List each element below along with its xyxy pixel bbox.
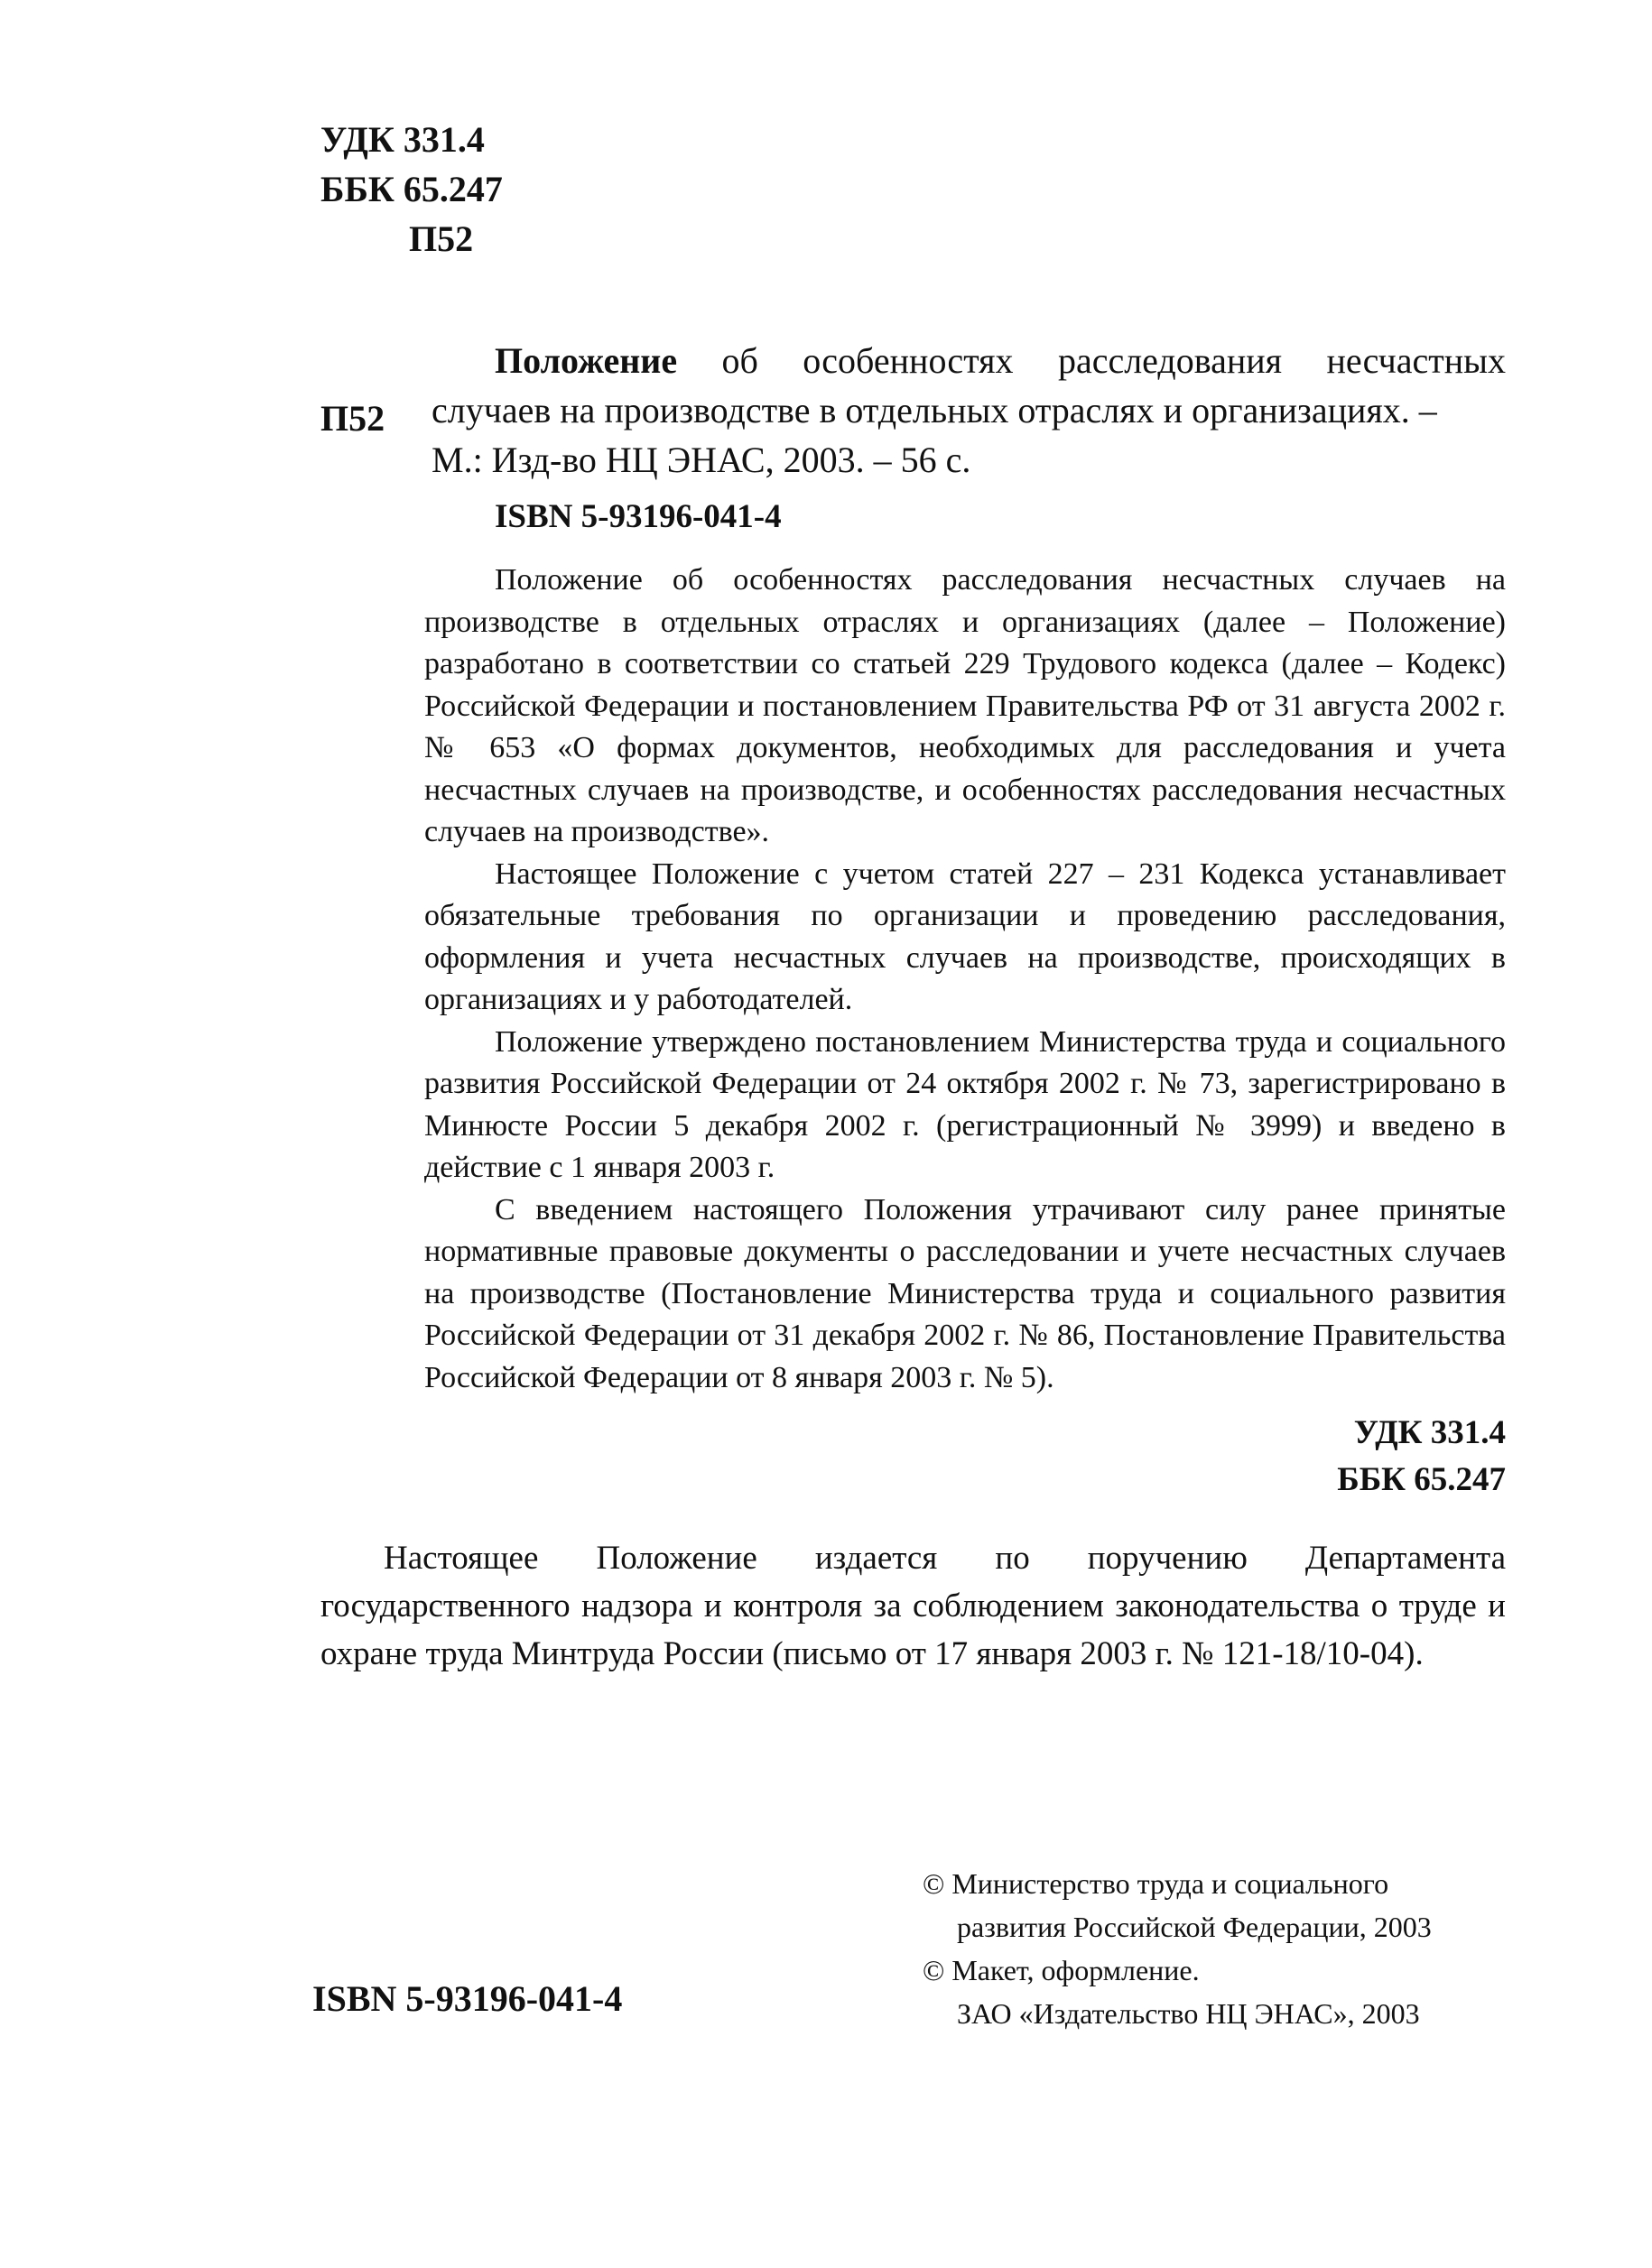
isbn-bottom: ISBN 5-93196-041-4 (312, 1978, 623, 2019)
bibliographic-record (432, 336, 1506, 485)
biblio-title-rest: об особенностях расследования несчастных (677, 340, 1506, 381)
classification-right (1337, 1410, 1506, 1504)
copyright-line-1: © Министерство труда и социального (923, 1867, 1389, 1900)
abstract-paragraph-4: С введением настоящего Положения утрачивают силу ранее принятые нормативные правовые документы о расследовании и учете несчастных случаев на производстве (Постановление Министерства труда и социального развития Российской Федерации от 31 декабря 2002 г. № 86, Постановление Правительства Российской Федерации от 8 января 2003 г. № 5). (424, 1192, 1506, 1394)
classification-bbk: ББК 65.247 (1337, 1461, 1506, 1498)
biblio-line-3: М.: Изд-во НЦ ЭНАС, 2003. – 56 с. (432, 440, 971, 480)
header-udk: УДК 331.4 (320, 119, 485, 160)
side-author-code: П52 (320, 398, 385, 439)
abstract-paragraph-3: Положение утверждено постановлением Министерства труда и социального развития Российской Федерации от 24 октября 2002 г. № 73, зарегистрировано в Минюсте России 5 декабря 2002 г. (регистрационный № 3999) и введено в действие с 1 января 2003 г. (424, 1024, 1506, 1184)
publication-note (320, 1534, 1506, 1678)
header-bbk: ББК 65.247 (320, 169, 503, 209)
abstract (424, 560, 1506, 1399)
header-author-code: П52 (409, 218, 474, 259)
copyright-block (923, 1862, 1432, 2035)
publication-note-text: Настоящее Положение издается по поручению Департамента государственного надзора и контроля за соблюдением законодательства о труде и охране труда Минтруда России (письмо от 17 января 2003 г. № 121-18/10-04). (320, 1540, 1506, 1672)
abstract-paragraph-1: Положение об особенностях расследования несчастных случаев на производстве в отдельных отраслях и организациях (далее – Положение) разработано в соответствии со статьей 229 Трудового кодекса (далее – Кодекс) Российской Федерации и постановлением Правительства РФ от 31 августа 2002 г. № 653 «О формах документов, необходимых для расследования и учета несчастных случаев на производстве, и особенностях расследования несчастных случаев на производстве». (424, 563, 1506, 848)
biblio-line-1 (432, 336, 1506, 385)
copyright-line-4: ЗАО «Издательство НЦ ЭНАС», 2003 (957, 1997, 1420, 2030)
abstract-paragraph-2: Настоящее Положение с учетом статей 227 – 231 Кодекса устанавливает обязательные требования по организации и проведению расследования, оформления и учета несчастных случаев на производстве, происходящих в организациях и у работодателей. (424, 856, 1506, 1016)
classification-udk: УДК 331.4 (1353, 1414, 1506, 1451)
biblio-title: Положение (495, 340, 678, 381)
copyright-line-3: © Макет, оформление. (923, 1954, 1200, 1986)
isbn-top: ISBN 5-93196-041-4 (495, 498, 782, 535)
copyright-line-2: развития Российской Федерации, 2003 (957, 1911, 1432, 1943)
biblio-line-2: случаев на производстве в отдельных отраслях и организациях. – (432, 390, 1437, 430)
